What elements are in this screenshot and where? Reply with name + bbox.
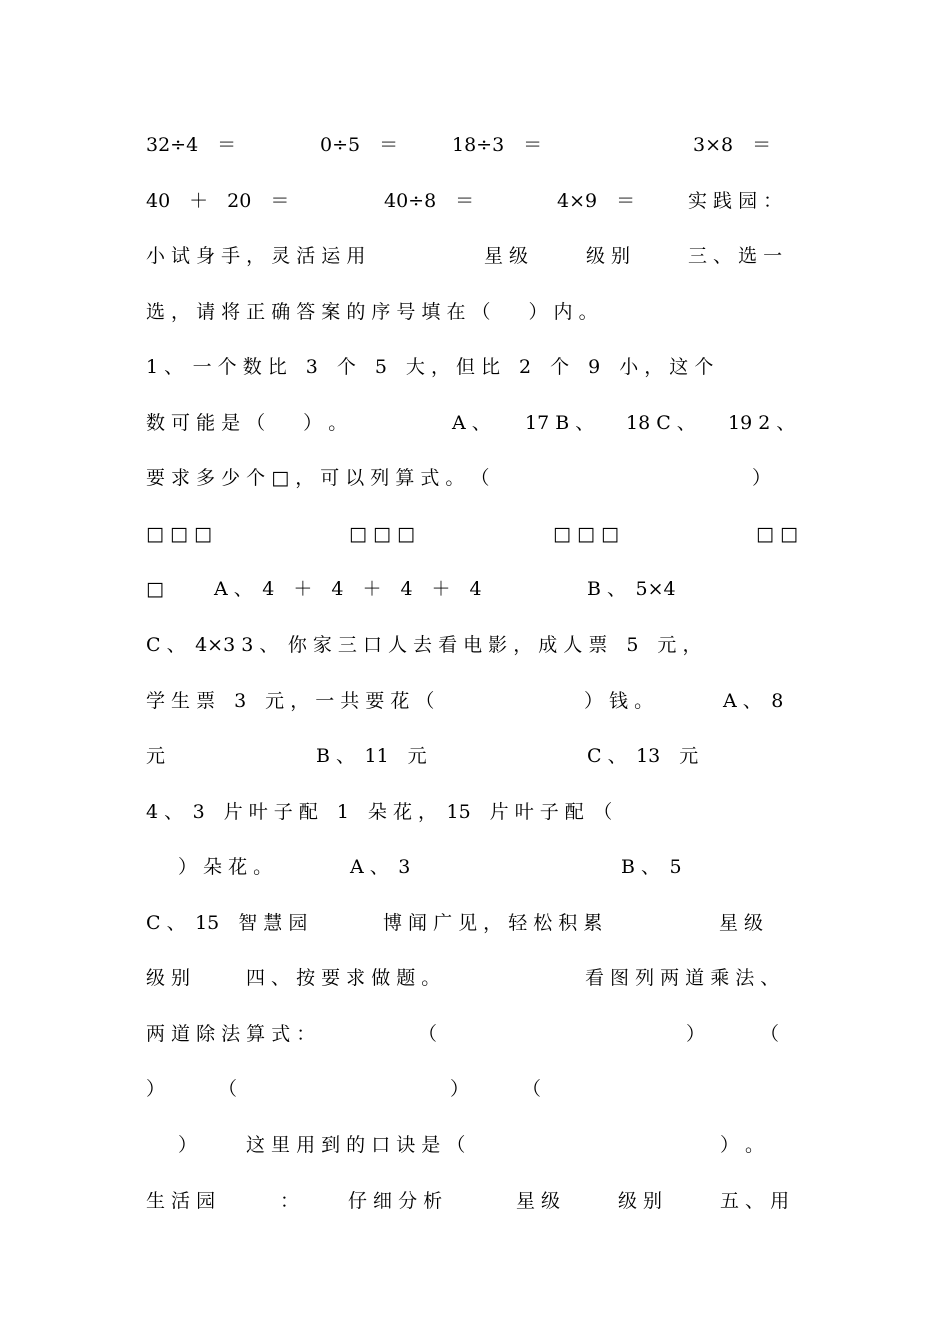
text-segment: ）: [178, 1134, 198, 1156]
text-segment: （: [760, 1023, 780, 1045]
text-line: [0, 630, 950, 660]
text-segment: B 、 11 元: [316, 745, 427, 767]
text-segment: ）: [752, 467, 772, 489]
text-segment: 0÷5 ＝: [320, 134, 399, 156]
text-segment: 仔 细 分 析: [348, 1190, 443, 1212]
text-segment: ）: [686, 1023, 706, 1045]
text-segment: ） 钱 。: [584, 690, 654, 712]
text-line: [0, 741, 950, 771]
text-segment: B 、 5×4: [587, 578, 676, 600]
text-segment: 1 、 一 个 数 比 3 个 5 大 ， 但 比 2 个 9 小 ， 这 个: [146, 356, 714, 378]
text-segment: ）: [450, 1078, 470, 1100]
text-segment: 四 、 按 要 求 做 题 。: [246, 967, 441, 989]
text-segment: 级 别: [586, 245, 631, 267]
text-segment: 实 践 园 ：: [688, 190, 783, 212]
text-line: [0, 408, 950, 438]
text-line: [0, 241, 950, 271]
text-segment: 星 级: [719, 912, 764, 934]
text-segment: ：: [280, 1190, 300, 1212]
text-segment: 32÷4 ＝: [146, 134, 237, 156]
text-segment: 4 、 3 片 叶 子 配 1 朵 花 ， 15 片 叶 子 配 （: [146, 801, 613, 823]
text-segment: 18÷3 ＝: [452, 134, 543, 156]
text-line: [0, 130, 950, 160]
text-line: [0, 908, 950, 938]
text-segment: 19 2 、: [728, 412, 796, 434]
text-segment: ）: [146, 1078, 166, 1100]
text-segment: B 、 5: [621, 856, 682, 878]
text-segment: 生 活 园: [146, 1190, 216, 1212]
text-line: [0, 963, 950, 993]
text-segment: 级 别: [146, 967, 191, 989]
text-line: [0, 1186, 950, 1216]
text-segment: □ □ □: [349, 523, 415, 545]
text-segment: A 、 4 ＋ 4 ＋ 4 ＋ 4: [214, 578, 482, 600]
text-line: [0, 1074, 950, 1104]
text-line: [0, 519, 950, 549]
text-segment: ） 朵 花 。: [178, 856, 273, 878]
text-line: [0, 352, 950, 382]
text-segment: C 、 15 智 慧 园: [146, 912, 308, 934]
text-segment: 五 、 用: [720, 1190, 790, 1212]
text-segment: 数 可 能 是 （ ） 。: [146, 412, 348, 434]
text-segment: □ □: [756, 523, 798, 545]
text-segment: 看 图 列 两 道 乘 法 、: [585, 967, 780, 989]
text-segment: 三 、 选 一: [688, 245, 783, 267]
text-line: [0, 797, 950, 827]
text-segment: 40÷8 ＝: [384, 190, 475, 212]
text-line: [0, 1019, 950, 1049]
text-segment: 星 级: [484, 245, 529, 267]
text-segment: 星 级: [516, 1190, 561, 1212]
text-segment: □: [146, 578, 164, 600]
text-segment: 17 B 、: [525, 412, 595, 434]
text-segment: 40 ＋ 20 ＝: [146, 190, 290, 212]
text-line: [0, 186, 950, 216]
text-segment: □ □ □: [553, 523, 619, 545]
text-segment: 18 C 、: [626, 412, 696, 434]
text-segment: A 、 8: [723, 690, 784, 712]
text-segment: 元: [146, 745, 166, 767]
text-line: [0, 1130, 950, 1160]
text-segment: 要 求 多 少 个 □ ， 可 以 列 算 式 。 （: [146, 467, 490, 489]
text-segment: 博 闻 广 见 ， 轻 松 积 累: [383, 912, 603, 934]
text-segment: 小 试 身 手 ， 灵 活 运 用: [146, 245, 366, 267]
text-segment: （: [418, 1023, 438, 1045]
text-line: [0, 852, 950, 882]
text-segment: （: [218, 1078, 238, 1100]
text-segment: 学 生 票 3 元 ， 一 共 要 花 （: [146, 690, 435, 712]
text-segment: C 、 13 元: [587, 745, 699, 767]
text-line: [0, 297, 950, 327]
text-segment: 这 里 用 到 的 口 诀 是 （: [246, 1134, 466, 1156]
text-segment: （: [522, 1078, 542, 1100]
text-segment: 级 别: [618, 1190, 663, 1212]
text-segment: A 、: [452, 412, 491, 434]
text-segment: 两 道 除 法 算 式 ：: [146, 1023, 316, 1045]
text-line: [0, 463, 950, 493]
text-segment: □ □ □: [146, 523, 212, 545]
text-line: [0, 574, 950, 604]
text-segment: A 、 3: [350, 856, 411, 878]
text-segment: C 、 4×3 3 、 你 家 三 口 人 去 看 电 影 ， 成 人 票 5 元 ，: [146, 634, 702, 656]
text-segment: ） 。: [720, 1134, 765, 1156]
text-segment: 3×8 ＝: [693, 134, 772, 156]
text-line: [0, 686, 950, 716]
text-segment: 4×9 ＝: [557, 190, 636, 212]
text-segment: 选 ， 请 将 正 确 答 案 的 序 号 填 在 （ ） 内 。: [146, 301, 598, 323]
